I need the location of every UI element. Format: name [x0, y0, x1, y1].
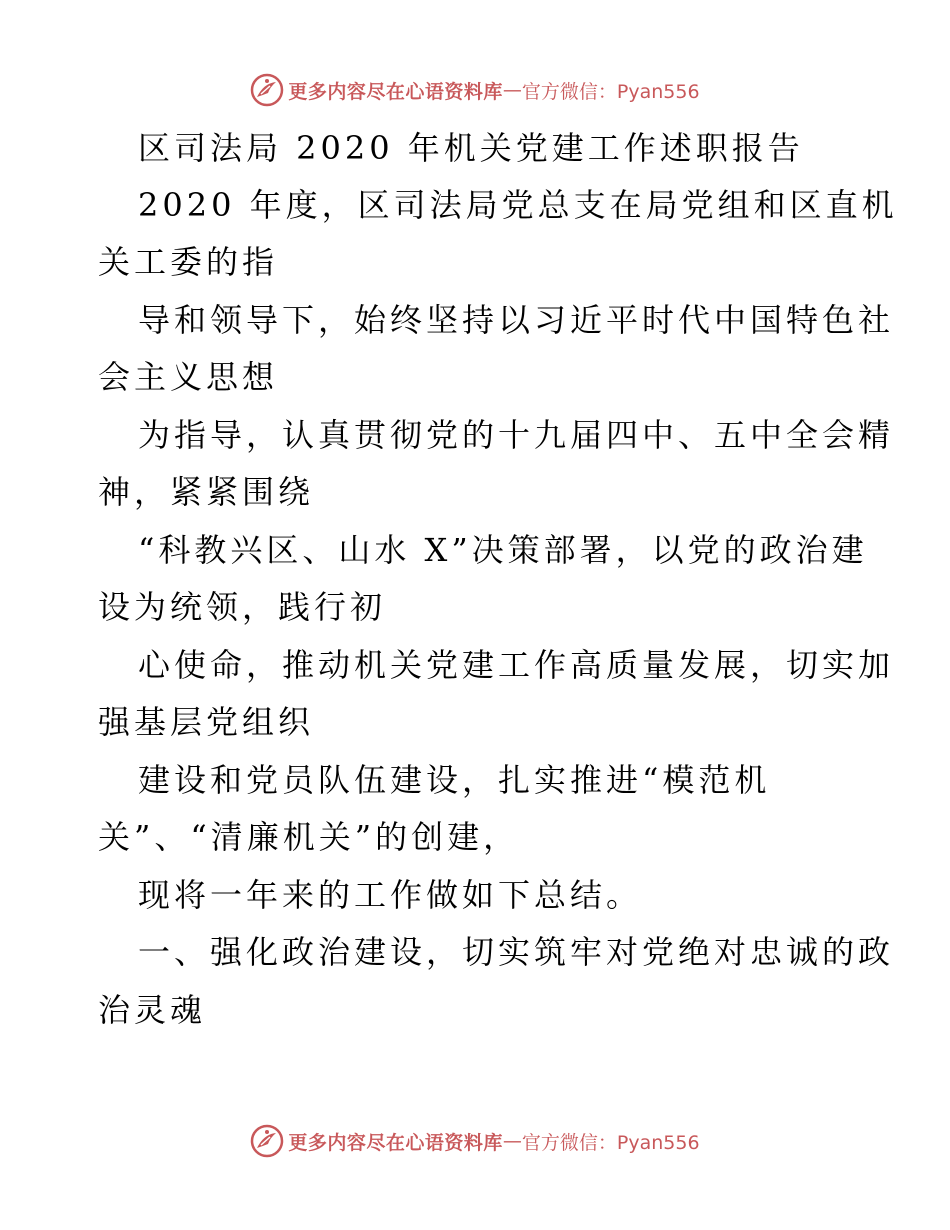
paragraph-line: 心使命，推动机关党建工作高质量发展，切实加 — [138, 646, 895, 684]
watermark-contact: 官方微信：Pyan556 — [521, 80, 700, 103]
paragraph-line: 建设和党员队伍建设，扎实推进“模范机 — [138, 761, 771, 799]
paragraph-line: 关工委的指 — [98, 243, 279, 281]
footer-watermark — [0, 1121, 950, 1161]
paragraph-line: 神，紧紧围绕 — [98, 473, 315, 511]
paragraph-line: 为指导，认真贯彻党的十九届四中、五中全会精 — [138, 416, 895, 454]
document-title: 区司法局 2020 年机关党建工作述职报告 — [138, 129, 804, 167]
watermark-contact: 官方微信：Pyan556 — [521, 1131, 700, 1154]
paragraph-line: 2020 年度，区司法局党总支在局党组和区直机 — [138, 186, 898, 224]
section-heading-line: 一、强化政治建设，切实筑牢对党绝对忠诚的政 — [138, 933, 895, 971]
paragraph-line: 关”、“清廉机关”的创建， — [98, 818, 520, 856]
paragraph-line: 现将一年来的工作做如下总结。 — [138, 876, 643, 914]
section-heading-line: 治灵魂 — [98, 991, 207, 1029]
paragraph-line: 设为统领，践行初 — [98, 588, 387, 626]
watermark-brand: 更多内容尽在心语资料库 — [288, 1131, 503, 1154]
paragraph-line: 强基层党组织 — [98, 703, 315, 741]
paragraph-line: 导和领导下，始终坚持以习近平时代中国特色社 — [138, 301, 895, 339]
pen-logo-icon — [250, 73, 284, 107]
watermark-separator: — — [502, 1130, 522, 1152]
watermark-brand: 更多内容尽在心语资料库 — [288, 80, 503, 103]
watermark-separator: — — [502, 79, 522, 101]
pen-logo-icon — [250, 1124, 284, 1158]
header-watermark — [0, 70, 950, 110]
paragraph-line: “科教兴区、山水 X”决策部署，以党的政治建 — [138, 531, 868, 569]
paragraph-line: 会主义思想 — [98, 358, 279, 396]
